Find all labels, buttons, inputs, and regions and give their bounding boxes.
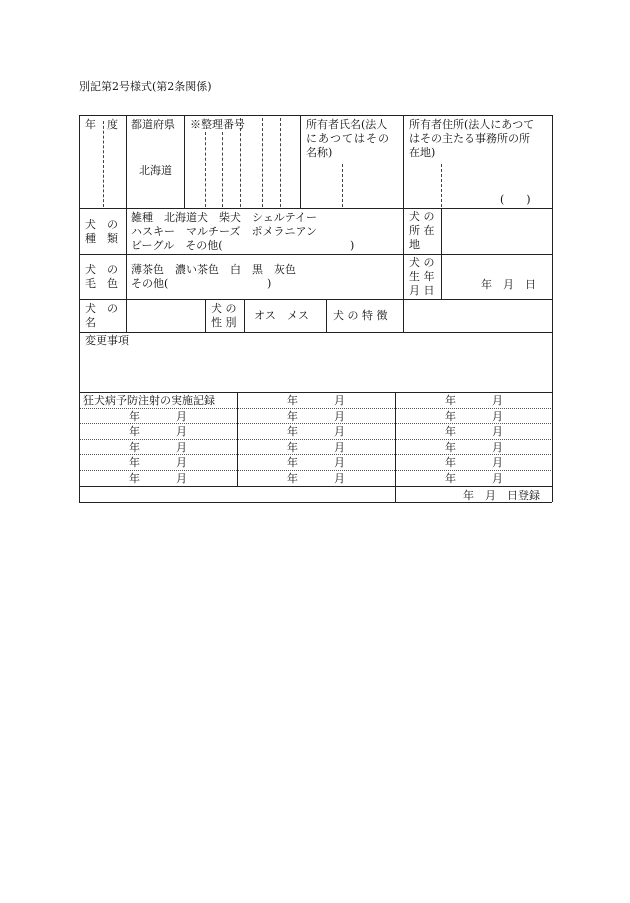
vaccination-year: 年 — [287, 425, 298, 438]
vaccination-month: 月 — [176, 441, 187, 454]
vaccination-month: 月 — [334, 394, 345, 407]
changes-label: 変更事項 — [85, 334, 129, 347]
dog-birth-date: 年 月 日 — [481, 278, 536, 291]
vaccination-month: 月 — [176, 410, 187, 423]
vaccination-year: 年 — [129, 441, 140, 454]
form-title: 別記第2号様式(第2条関係) — [79, 80, 212, 93]
vaccination-year: 年 — [445, 425, 456, 438]
vaccination-year: 年 — [129, 425, 140, 438]
phone-parens: ( ) — [500, 193, 531, 206]
vaccination-month: 月 — [334, 425, 345, 438]
vaccination-year: 年 — [445, 456, 456, 469]
vaccination-year: 年 — [287, 472, 298, 485]
vaccination-year: 年 — [129, 410, 140, 423]
vaccination-year: 年 — [129, 456, 140, 469]
registration-date-label: 年 月 日登録 — [463, 489, 540, 502]
vaccination-month: 月 — [492, 425, 503, 438]
dog-features-label: 犬 の 特 徴 — [333, 309, 388, 322]
vaccination-month: 月 — [176, 456, 187, 469]
vaccination-month: 月 — [492, 441, 503, 454]
vaccination-month: 月 — [176, 425, 187, 438]
serial-number-label: ※整理番号 — [190, 118, 245, 131]
vaccination-year: 年 — [129, 472, 140, 485]
vaccination-month: 月 — [492, 394, 503, 407]
prefecture-value: 北海道 — [139, 164, 172, 177]
vaccination-year: 年 — [287, 441, 298, 454]
vaccination-year: 年 — [445, 441, 456, 454]
prefecture-label: 都道府県 — [131, 118, 175, 131]
vaccination-month: 月 — [334, 410, 345, 423]
vaccination-label: 狂犬病予防注射の実施記録 — [83, 394, 215, 407]
vaccination-year: 年 — [287, 456, 298, 469]
vaccination-year: 年 — [287, 410, 298, 423]
vaccination-month: 月 — [334, 456, 345, 469]
vaccination-month: 月 — [492, 410, 503, 423]
vaccination-month: 月 — [492, 456, 503, 469]
vaccination-year: 年 — [445, 394, 456, 407]
vaccination-year: 年 — [287, 394, 298, 407]
year-label: 年 度 — [85, 118, 118, 131]
vaccination-month: 月 — [176, 472, 187, 485]
vaccination-month: 月 — [334, 441, 345, 454]
vaccination-year: 年 — [445, 472, 456, 485]
vaccination-month: 月 — [492, 472, 503, 485]
vaccination-month: 月 — [334, 472, 345, 485]
dog-sex-options: オス メス — [254, 309, 309, 322]
vaccination-year: 年 — [445, 410, 456, 423]
